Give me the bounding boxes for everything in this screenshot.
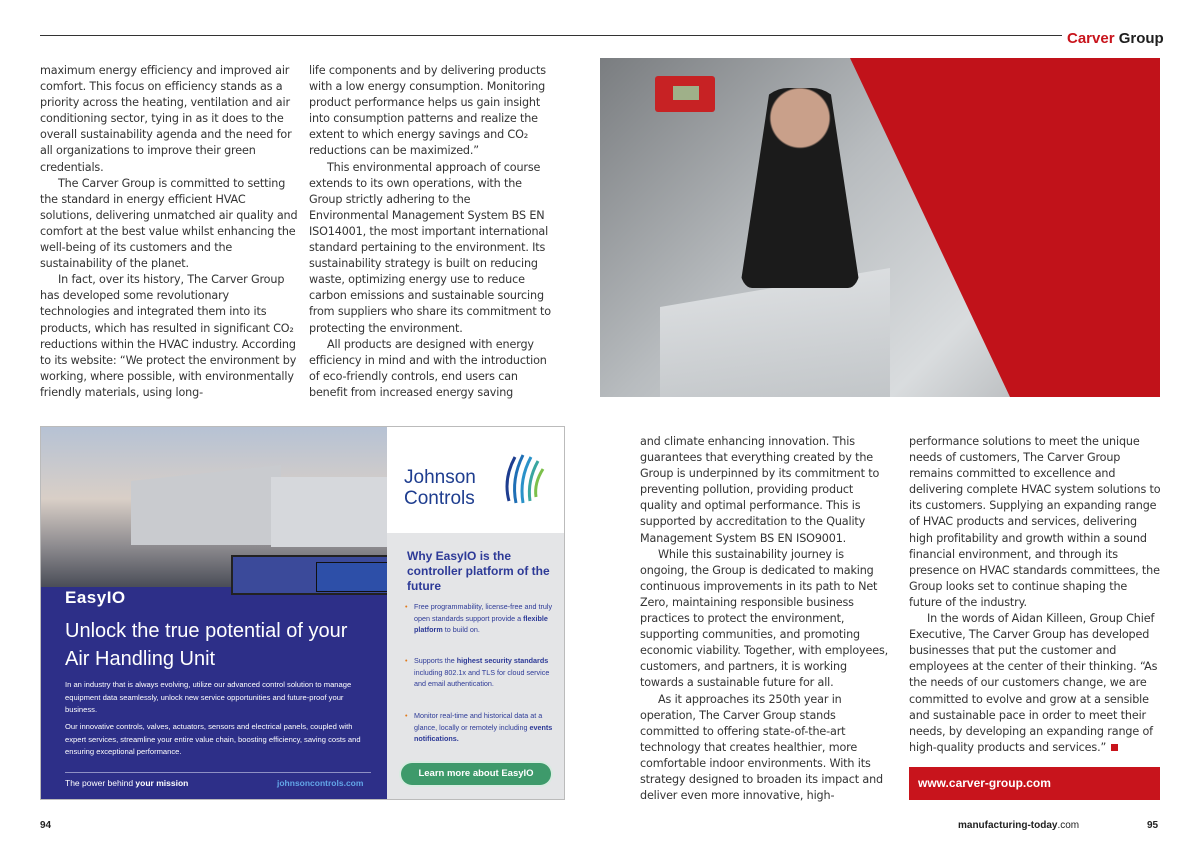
publication-site — [958, 820, 1079, 831]
bullet-text: Supports the — [414, 656, 457, 665]
bullet-text: including 802.1x and TLS for cloud service and email authentication. — [414, 667, 550, 688]
ad-body-text: Our innovative controls, valves, actuators, sensors and electrical panels, coupled with expert services, streamline your entire value chain, boosting efficiency, saving costs and ensuring exceptional performance. — [65, 722, 361, 756]
learn-more-button[interactable]: Learn more about EasyIO — [401, 763, 551, 785]
closing-quote-text: In the words of Aidan Killeen, Group Chief Executive, The Carver Group has developed businesses that put the customer and employees at the center of their thinking. “As the needs of our customers change, we are committed to evolve and grow at a sensible and sustainable pace in order to meet their needs, by developing an expanding range of high-quality products and services.” — [909, 612, 1158, 754]
brand-logo — [1067, 30, 1164, 47]
paragraph — [909, 611, 1162, 756]
ad-headline: Unlock the true potential of your Air Handling Unit — [65, 620, 348, 670]
site-suffix: .com — [1057, 820, 1080, 831]
paragraph: In fact, over its history, The Carver Group has developed some revolutionary technologies and integrated them into its products, which has resulted in significant CO₂ reductions within the HVAC industry. According to its website: “We protect the environment by working, where possible, with environmentally friendly materials, using long- — [40, 273, 297, 399]
bullet-text: to build on. — [442, 625, 480, 634]
ad-main-panel — [41, 427, 387, 799]
page-number-right: 95 — [1147, 820, 1159, 831]
bullet-text: Monitor real-time and historical data at a glance, locally or remotely including — [414, 711, 543, 732]
bullet-bold: events notifications. — [414, 722, 553, 743]
article-column-1 — [40, 63, 298, 401]
air-handling-unit-shape — [131, 465, 281, 545]
paragraph: All products are designed with energy efficiency in mind and with the introduction of eco-friendly controls, end users can benefit from increased energy saving — [309, 337, 547, 399]
device-screen-shape — [673, 86, 699, 100]
bullet-dot-icon: • — [405, 711, 408, 720]
paragraph: maximum energy efficiency and improved air comfort. This focus on efficiency stands as a priority across the heating, ventilation and air conditioning sector, tying in as it does to the overall sustainability agenda and the need for all organizations to improve their green credentials. — [40, 64, 292, 174]
paragraph: As it approaches its 250th year in operation, The Carver Group stands committed to offering state-of-the-art technology that creates healthier, more comfortable indoor environments. With its strategy designed to broaden its impact and deliver even more innovative, high- — [640, 692, 883, 803]
article-column-2 — [309, 63, 553, 401]
air-handling-unit-shape — [271, 477, 387, 547]
johnson-controls-logo — [387, 427, 565, 533]
ad-url-link[interactable]: johnsoncontrols.com — [277, 778, 364, 788]
workshop-scene — [600, 58, 1160, 397]
wordmark-line: Controls — [404, 488, 475, 509]
brand-red-word: Carver — [1067, 30, 1115, 47]
bullet-bold: flexible platform — [414, 613, 548, 634]
bullet-text: Free programmability, license-free and truly open standards support provide a — [414, 602, 553, 623]
page-number-left: 94 — [40, 820, 52, 831]
paragraph: While this sustainability journey is ongoing, the Group is dedicated to making continuous improvements in its path to Net Zero, maintaining responsible business practices to protect the environment, supporting communities, and promoting economic viability. Together, with employees, customers, and partners, it is working towards a sustainable future for all. — [640, 547, 889, 690]
tagline-text: The power behind — [65, 778, 136, 788]
bullet-bold: highest security standards — [456, 656, 549, 665]
ad-divider — [65, 772, 371, 773]
ad-bullet — [405, 601, 557, 636]
ad-body-text: In an industry that is always evolving, utilize our advanced control solution to manage equipment data seamlessly, unlock new service opportunities and future-proof your business. — [65, 680, 352, 714]
technician-photo — [600, 58, 1160, 397]
end-square-icon — [1111, 744, 1118, 751]
controller-device-shape — [316, 562, 396, 592]
bullet-dot-icon: • — [405, 656, 408, 665]
johnson-controls-wordmark — [404, 467, 476, 509]
ad-tagline — [65, 778, 188, 788]
ad-bullet — [405, 710, 557, 745]
bullet-dot-icon: • — [405, 602, 408, 611]
wordmark-line: Johnson — [404, 467, 476, 488]
johnson-controls-swirl-icon — [499, 449, 547, 509]
ad-rooftop-photo — [41, 427, 387, 587]
paragraph: and climate enhancing innovation. This guarantees that everything created by the Group is underpinned by its commitment to preventing pollution, providing product quality and optimal performance. This is supported by accreditation to the Quality Management System BS EN ISO9001. — [640, 435, 880, 545]
easyio-logo: EasyIO — [65, 588, 126, 607]
paragraph: performance solutions to meet the unique needs of customers, The Carver Group remains committed to excellence and delivering complete HVAC system solutions to its customers. Supplying an expanding range of HVAC products and services, delivering high profitability and growth within a sound financial environment, and through its presence on HVAC standards committees, the Group looks set to continue shaping the future of the industry. — [909, 435, 1161, 609]
carver-website-link[interactable]: www.carver-group.com — [909, 767, 1160, 800]
paragraph: The Carver Group is committed to setting the standard in energy efficient HVAC solutions, delivering unmatched air quality and comfort at the best value whilst enhancing the well-being of its customers and the sustainability of the planet. — [40, 176, 298, 271]
ad-why-heading: Why EasyIO is the controller platform of the future — [407, 549, 550, 593]
johnson-controls-ad[interactable] — [40, 426, 565, 800]
article-column-4 — [909, 434, 1162, 756]
site-bold: manufacturing-today — [958, 820, 1058, 831]
paragraph: This environmental approach of course extends to its own operations, with the Group strictly adhering to the Environmental Management System BS EN ISO14001, the most important international standard pertaining to the environment. Its sustainability strategy is built on reducing waste, optimizing energy use to reduce carbon emissions and sustainable sourcing from suppliers who share its commitment to protecting the environment. — [309, 160, 551, 335]
ad-side-panel — [387, 427, 565, 799]
header-rule — [40, 35, 1062, 36]
brand-dark-word: Group — [1118, 30, 1164, 47]
paragraph: life components and by delivering products with a low energy consumption. Monitoring product performance helps us gain insight into consumption patterns and realize the extent to which energy savings and CO₂ reductions can be maximized.” — [309, 64, 546, 158]
technician-figure — [740, 88, 860, 288]
article-column-3 — [640, 434, 893, 804]
ad-bullet — [405, 655, 557, 690]
tagline-bold: your mission — [135, 778, 189, 788]
